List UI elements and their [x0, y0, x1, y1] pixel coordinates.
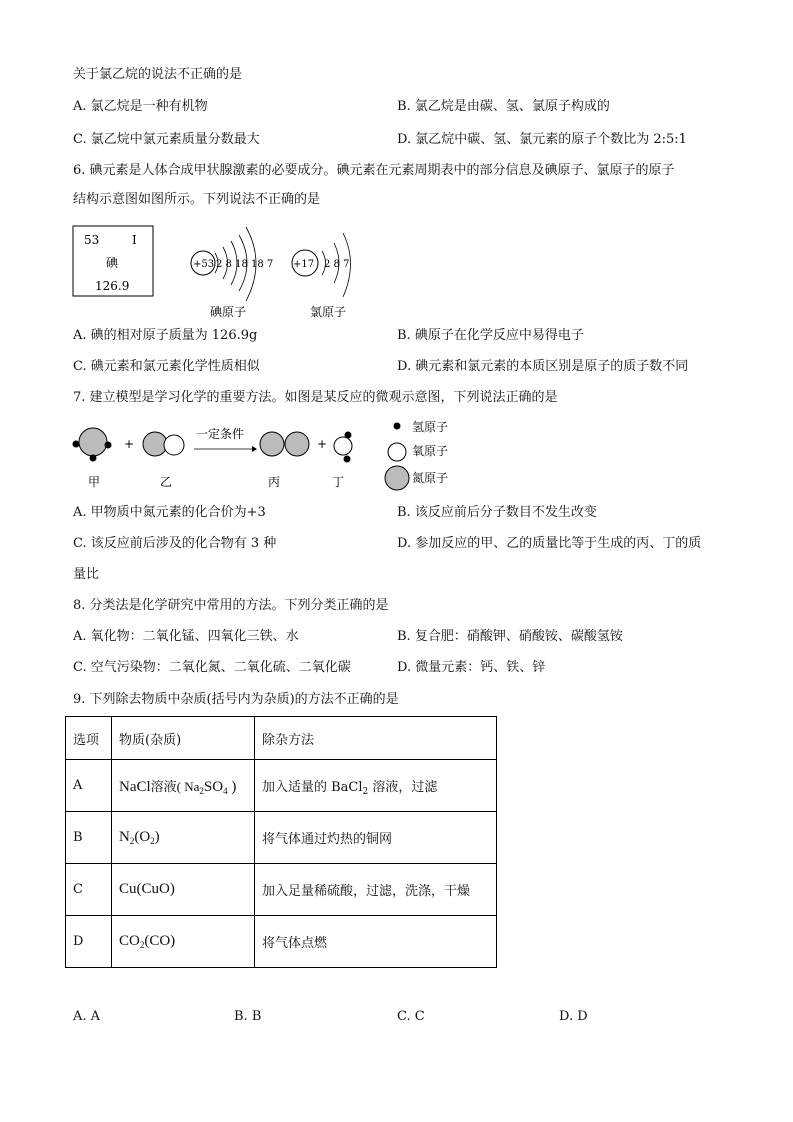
- q8-stem: 8. 分类法是化学研究中常用的方法。下列分类正确的是: [73, 598, 389, 613]
- molecule-bing: [260, 432, 309, 456]
- svg-text:+: +: [124, 437, 135, 451]
- chlorine-atom-diagram: [292, 233, 351, 319]
- molecule-ding: [334, 432, 352, 463]
- q7-option-b: B. 该反应前后分子数目不发生改变: [397, 505, 597, 520]
- element-symbol: I: [132, 233, 137, 247]
- q7-stem: 7. 建立模型是学习化学的重要方法。如图是某反应的微观示意图，下列说法正确的是: [73, 390, 558, 405]
- q7-option-a: A. 甲物质中氮元素的化合价为+3: [73, 505, 266, 520]
- q8-option-c: C. 空气污染物：二氧化氮、二氧化硫、二氧化碳: [73, 660, 351, 675]
- svg-text:氧原子: 氧原子: [412, 444, 449, 458]
- table-header-row: 选项 物质(杂质) 除杂方法: [66, 717, 497, 760]
- svg-text:丙: 丙: [268, 475, 281, 489]
- reaction-condition: 一定条件: [196, 427, 245, 441]
- table-row: A NaCl溶液( $Na_2SO_4$ ) 加入适量的 BaCl$_2$ 溶液，过滤: [66, 760, 497, 812]
- q9-answer-a: A. A: [73, 1009, 101, 1024]
- q6-option-a: A. 碘的相对原子质量为 126.9g: [73, 328, 258, 343]
- q5-option-a: A. 氯乙烷是一种有机物: [73, 99, 208, 114]
- iodine-atom-label: 碘原子: [210, 305, 247, 319]
- q8-option-a: A. 氧化物：二氧化锰、四氧化三铁、水: [73, 629, 299, 644]
- q7-option-c: C. 该反应前后涉及的化合物有 3 种: [73, 536, 277, 551]
- table-row: B $N_2(O_2)$ 将气体通过灼热的铜网: [66, 812, 497, 864]
- molecule-yi: [143, 432, 184, 456]
- q5-option-b: B. 氯乙烷是由碳、氢、氯原子构成的: [397, 99, 610, 114]
- q7-reaction-figure: [60, 410, 480, 500]
- svg-text:甲: 甲: [88, 475, 101, 489]
- table-row: C Cu(CuO) 加入足量稀硫酸，过滤，洗涤，干燥: [66, 864, 497, 916]
- svg-text:2 8 7: 2 8 7: [324, 259, 350, 270]
- q6-stem-2: 结构示意图如图所示。下列说法不正确的是: [73, 192, 321, 207]
- svg-text:乙: 乙: [160, 475, 173, 489]
- legend: [385, 420, 448, 490]
- chlorine-atom-label: 氯原子: [310, 305, 347, 319]
- q5-option-d: D. 氯乙烷中碳、氢、氯元素的原子个数比为 2:5:1: [397, 132, 687, 147]
- element-name: 碘: [106, 256, 119, 270]
- atomic-number: 53: [84, 233, 100, 247]
- q6-stem-1: 6. 碘元素是人体合成甲状腺激素的必要成分。碘元素在元素周期表中的部分信息及碘原子、氯原子的原子: [73, 163, 675, 178]
- svg-text:+17: +17: [293, 259, 315, 270]
- q7-option-d-cont: 量比: [73, 567, 100, 582]
- svg-text:氮原子: 氮原子: [412, 471, 449, 485]
- svg-text:+53: +53: [193, 259, 215, 270]
- q7-option-d: D. 参加反应的甲、乙的质量比等于生成的丙、丁的质: [397, 536, 702, 551]
- q9-answer-d: D. D: [559, 1009, 588, 1024]
- q8-option-b: B. 复合肥：硝酸钾、硝酸铵、碳酸氢铵: [397, 629, 623, 644]
- q9-answer-c: C. C: [397, 1009, 425, 1024]
- svg-text:2 8 18 18 7: 2 8 18 18 7: [216, 259, 274, 270]
- q9-table: [65, 716, 497, 968]
- q9-answer-b: B. B: [234, 1009, 262, 1024]
- q8-option-d: D. 微量元素：钙、铁、锌: [397, 660, 546, 675]
- q9-stem: 9. 下列除去物质中杂质(括号内为杂质)的方法不正确的是: [73, 692, 399, 707]
- q6-option-d: D. 碘元素和氯元素的本质区别是原子的质子数不同: [397, 359, 689, 374]
- q5-stem: 关于氯乙烷的说法不正确的是: [73, 67, 243, 82]
- molecule-jia: [73, 428, 112, 462]
- atomic-mass: 126.9: [95, 279, 130, 293]
- iodine-atom-diagram: [191, 227, 273, 319]
- svg-text:+: +: [317, 437, 328, 451]
- q6-option-c: C. 碘元素和氯元素化学性质相似: [73, 359, 260, 374]
- table-row: D $CO_2(CO)$ 将气体点燃: [66, 916, 497, 968]
- q6-option-b: B. 碘原子在化学反应中易得电子: [397, 328, 584, 343]
- svg-text:氢原子: 氢原子: [412, 420, 449, 434]
- q6-figure: [60, 215, 380, 325]
- svg-text:丁: 丁: [332, 475, 345, 489]
- q5-option-c: C. 氯乙烷中氯元素质量分数最大: [73, 132, 260, 147]
